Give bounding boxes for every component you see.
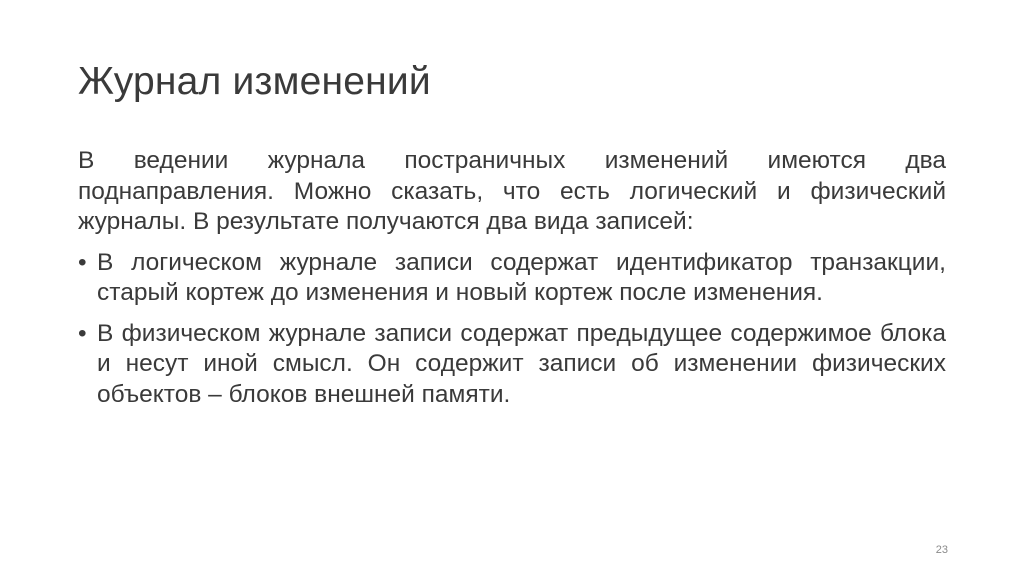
bullet-text: В физическом журнале записи содержат предыдущее содержимое блока и несут иной смысл. Он содержит записи об изменении физических объектов – блоков внешней памяти. xyxy=(97,319,946,408)
slide-body xyxy=(78,146,946,420)
slide-title: Журнал изменений xyxy=(78,60,431,103)
page-number: 23 xyxy=(935,544,948,556)
bullet-item-physical xyxy=(78,319,946,411)
bullet-text: В логическом журнале записи содержат идентификатор транзакции, старый кортеж до изменения и новый кортеж после изменения. xyxy=(97,248,946,306)
bullet-item-logical xyxy=(78,248,946,309)
intro-paragraph: В ведении журнала постраничных изменений имеются два поднаправления. Можно сказать, что есть логический и физический журналы. В результате получаются два вида записей: xyxy=(78,147,946,235)
bullet-icon: • xyxy=(78,319,87,347)
bullet-icon: • xyxy=(78,248,87,276)
